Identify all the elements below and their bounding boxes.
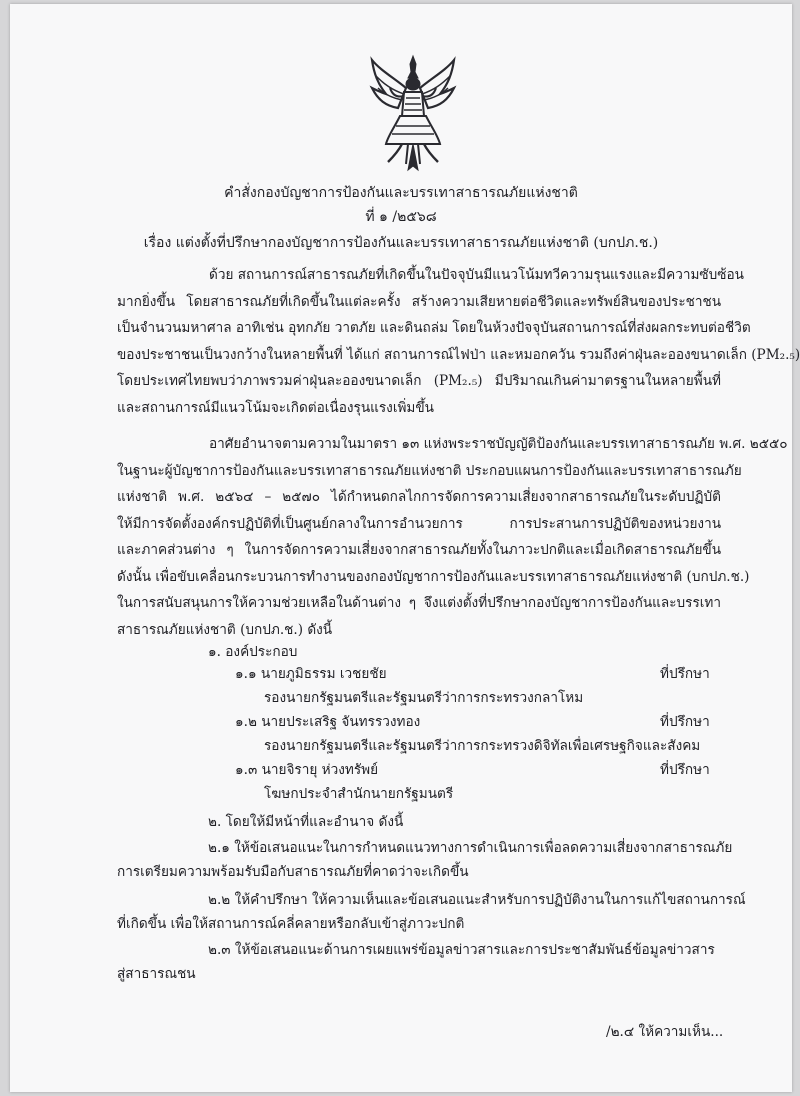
paragraph-line: เป็นจำนวนมหาศาล อาทิเช่น อุทกภัย วาตภัย และดินถล่ม โดยในห้วงปัจจุบันสถานการณ์ที่ส่งผลกระทบต่อชีวิต xyxy=(117,320,751,336)
paragraph-line: แห่งชาติ พ.ศ. ๒๕๖๔ – ๒๕๗๐ ได้กำหนดกลไกการจัดการความเสี่ยงจากสาธารณภัยในระดับปฏิบัติ xyxy=(117,489,721,505)
paragraph-line: อาศัยอำนาจตามความในมาตรา ๑๓ แห่งพระราชบัญญัติป้องกันและบรรเทาสาธารณภัย พ.ศ. ๒๕๕๐ xyxy=(209,436,788,452)
order-subject: เรื่อง แต่งตั้งที่ปรึกษากองบัญชาการป้องกันและบรรเทาสาธารณภัยแห่งชาติ (บกปภ.ช.) xyxy=(143,235,659,251)
order-title: คำสั่งกองบัญชาการป้องกันและบรรเทาสาธารณภัยแห่งชาติ xyxy=(224,185,578,201)
paragraph-line: ในการสนับสนุนการให้ความช่วยเหลือในด้านต่าง ๆ จึงแต่งตั้งที่ปรึกษากองบัญชาการป้องกันและบรรเทา xyxy=(117,595,721,611)
duty-item: ๒.๑ ให้ข้อเสนอแนะในการกำหนดแนวทางการดำเนินการเพื่อลดความเสี่ยงจากสาธารณภัย xyxy=(208,840,733,856)
duty-item-continued: ที่เกิดขึ้น เพื่อให้สถานการณ์คลี่คลายหรือกลับเข้าสู่ภาวะปกติ xyxy=(117,916,465,932)
paragraph-line: สาธารณภัยแห่งชาติ (บกปภ.ช.) ดังนี้ xyxy=(117,621,333,638)
member-position: รองนายกรัฐมนตรีและรัฐมนตรีว่าการกระทรวงดิจิทัลเพื่อเศรษฐกิจและสังคม xyxy=(264,738,701,754)
member-position: รองนายกรัฐมนตรีและรัฐมนตรีว่าการกระทรวงกลาโหม xyxy=(264,690,584,706)
paragraph-line: มากยิ่งขึ้น โดยสาธารณภัยที่เกิดขึ้นในแต่ละครั้ง สร้างความเสียหายต่อชีวิตและทรัพย์สินของประชาชน xyxy=(117,293,721,310)
member-role: ที่ปรึกษา xyxy=(660,714,710,730)
paragraph-line: ในฐานะผู้บัญชาการป้องกันและบรรเทาสาธารณภัยแห่งชาติ ประกอบแผนการป้องกันและบรรเทาสาธารณภัย xyxy=(117,462,742,479)
member-name: ๑.๓ นายจิรายุ ห่วงทรัพย์ xyxy=(235,762,379,778)
duty-item: ๒.๒ ให้คำปรึกษา ให้ความเห็นและข้อเสนอแนะสำหรับการปฏิบัติงานในการแก้ไขสถานการณ์ xyxy=(208,892,746,908)
duty-item: ๒.๓ ให้ข้อเสนอแนะด้านการเผยแพร่ข้อมูลข่าวสารและการประชาสัมพันธ์ข้อมูลข่าวสาร xyxy=(208,942,715,958)
order-number: ที่ ๑ /๒๕๖๘ xyxy=(365,209,437,225)
paragraph-line: ของประชาชนเป็นวงกว้างในหลายพื้นที่ ได้แก่ สถานการณ์ไฟป่า และหมอกควัน รวมถึงค่าฝุ่นละอองขนาดเล็ก (PM₂.₅) xyxy=(117,346,800,363)
member-position: โฆษกประจำสำนักนายกรัฐมนตรี xyxy=(264,786,454,802)
paragraph-line: และภาคส่วนต่าง ๆ ในการจัดการความเสี่ยงจากสาธารณภัยทั้งในภาวะปกติและเมื่อเกิดสาธารณภัยขึ้น xyxy=(117,542,721,558)
paragraph-line: และสถานการณ์มีแนวโน้มจะเกิดต่อเนื่องรุนแรงเพิ่มขึ้น xyxy=(117,399,434,416)
paragraph-background xyxy=(117,262,800,421)
member-role: ที่ปรึกษา xyxy=(660,666,710,682)
section1-heading: ๑. องค์ประกอบ xyxy=(208,644,298,660)
paragraph-line: ให้มีการจัดตั้งองค์กรปฏิบัติที่เป็นศูนย์กลางในการอำนวยการ การประสานการปฏิบัติของหน่วยงาน xyxy=(117,515,721,532)
duty-item-continued: การเตรียมความพร้อมรับมือกับสาธารณภัยที่คาดว่าจะเกิดขึ้น xyxy=(117,864,469,880)
garuda-emblem-icon xyxy=(368,54,458,172)
page-continuation: /๒.๔ ให้ความเห็น... xyxy=(606,1024,724,1040)
member-name: ๑.๑ นายภูมิธรรม เวชยชัย xyxy=(235,666,387,682)
paragraph-line: ดังนั้น เพื่อขับเคลื่อนกระบวนการทำงานของกองบัญชาการป้องกันและบรรเทาสาธารณภัยแห่งชาติ (บกปภ.ช.) xyxy=(117,568,750,585)
paragraph-line: ด้วย สถานการณ์สาธารณภัยที่เกิดขึ้นในปัจจุบันมีแนวโน้มทวีความรุนแรงและมีความซับซ้อน xyxy=(209,267,744,283)
paragraph-line: โดยประเทศไทยพบว่าภาพรวมค่าฝุ่นละอองขนาดเล็ก (PM₂.₅) มีปริมาณเกินค่ามาตรฐานในหลายพื้นที่ xyxy=(117,373,721,389)
member-name: ๑.๒ นายประเสริฐ จันทรรวงทอง xyxy=(235,714,421,730)
section2-heading: ๒. โดยให้มีหน้าที่และอำนาจ ดังนี้ xyxy=(208,814,404,830)
document-page xyxy=(10,4,800,1092)
duty-item-continued: สู่สาธารณชน xyxy=(117,966,196,982)
paragraph-authority xyxy=(117,431,788,643)
member-role: ที่ปรึกษา xyxy=(660,762,710,778)
